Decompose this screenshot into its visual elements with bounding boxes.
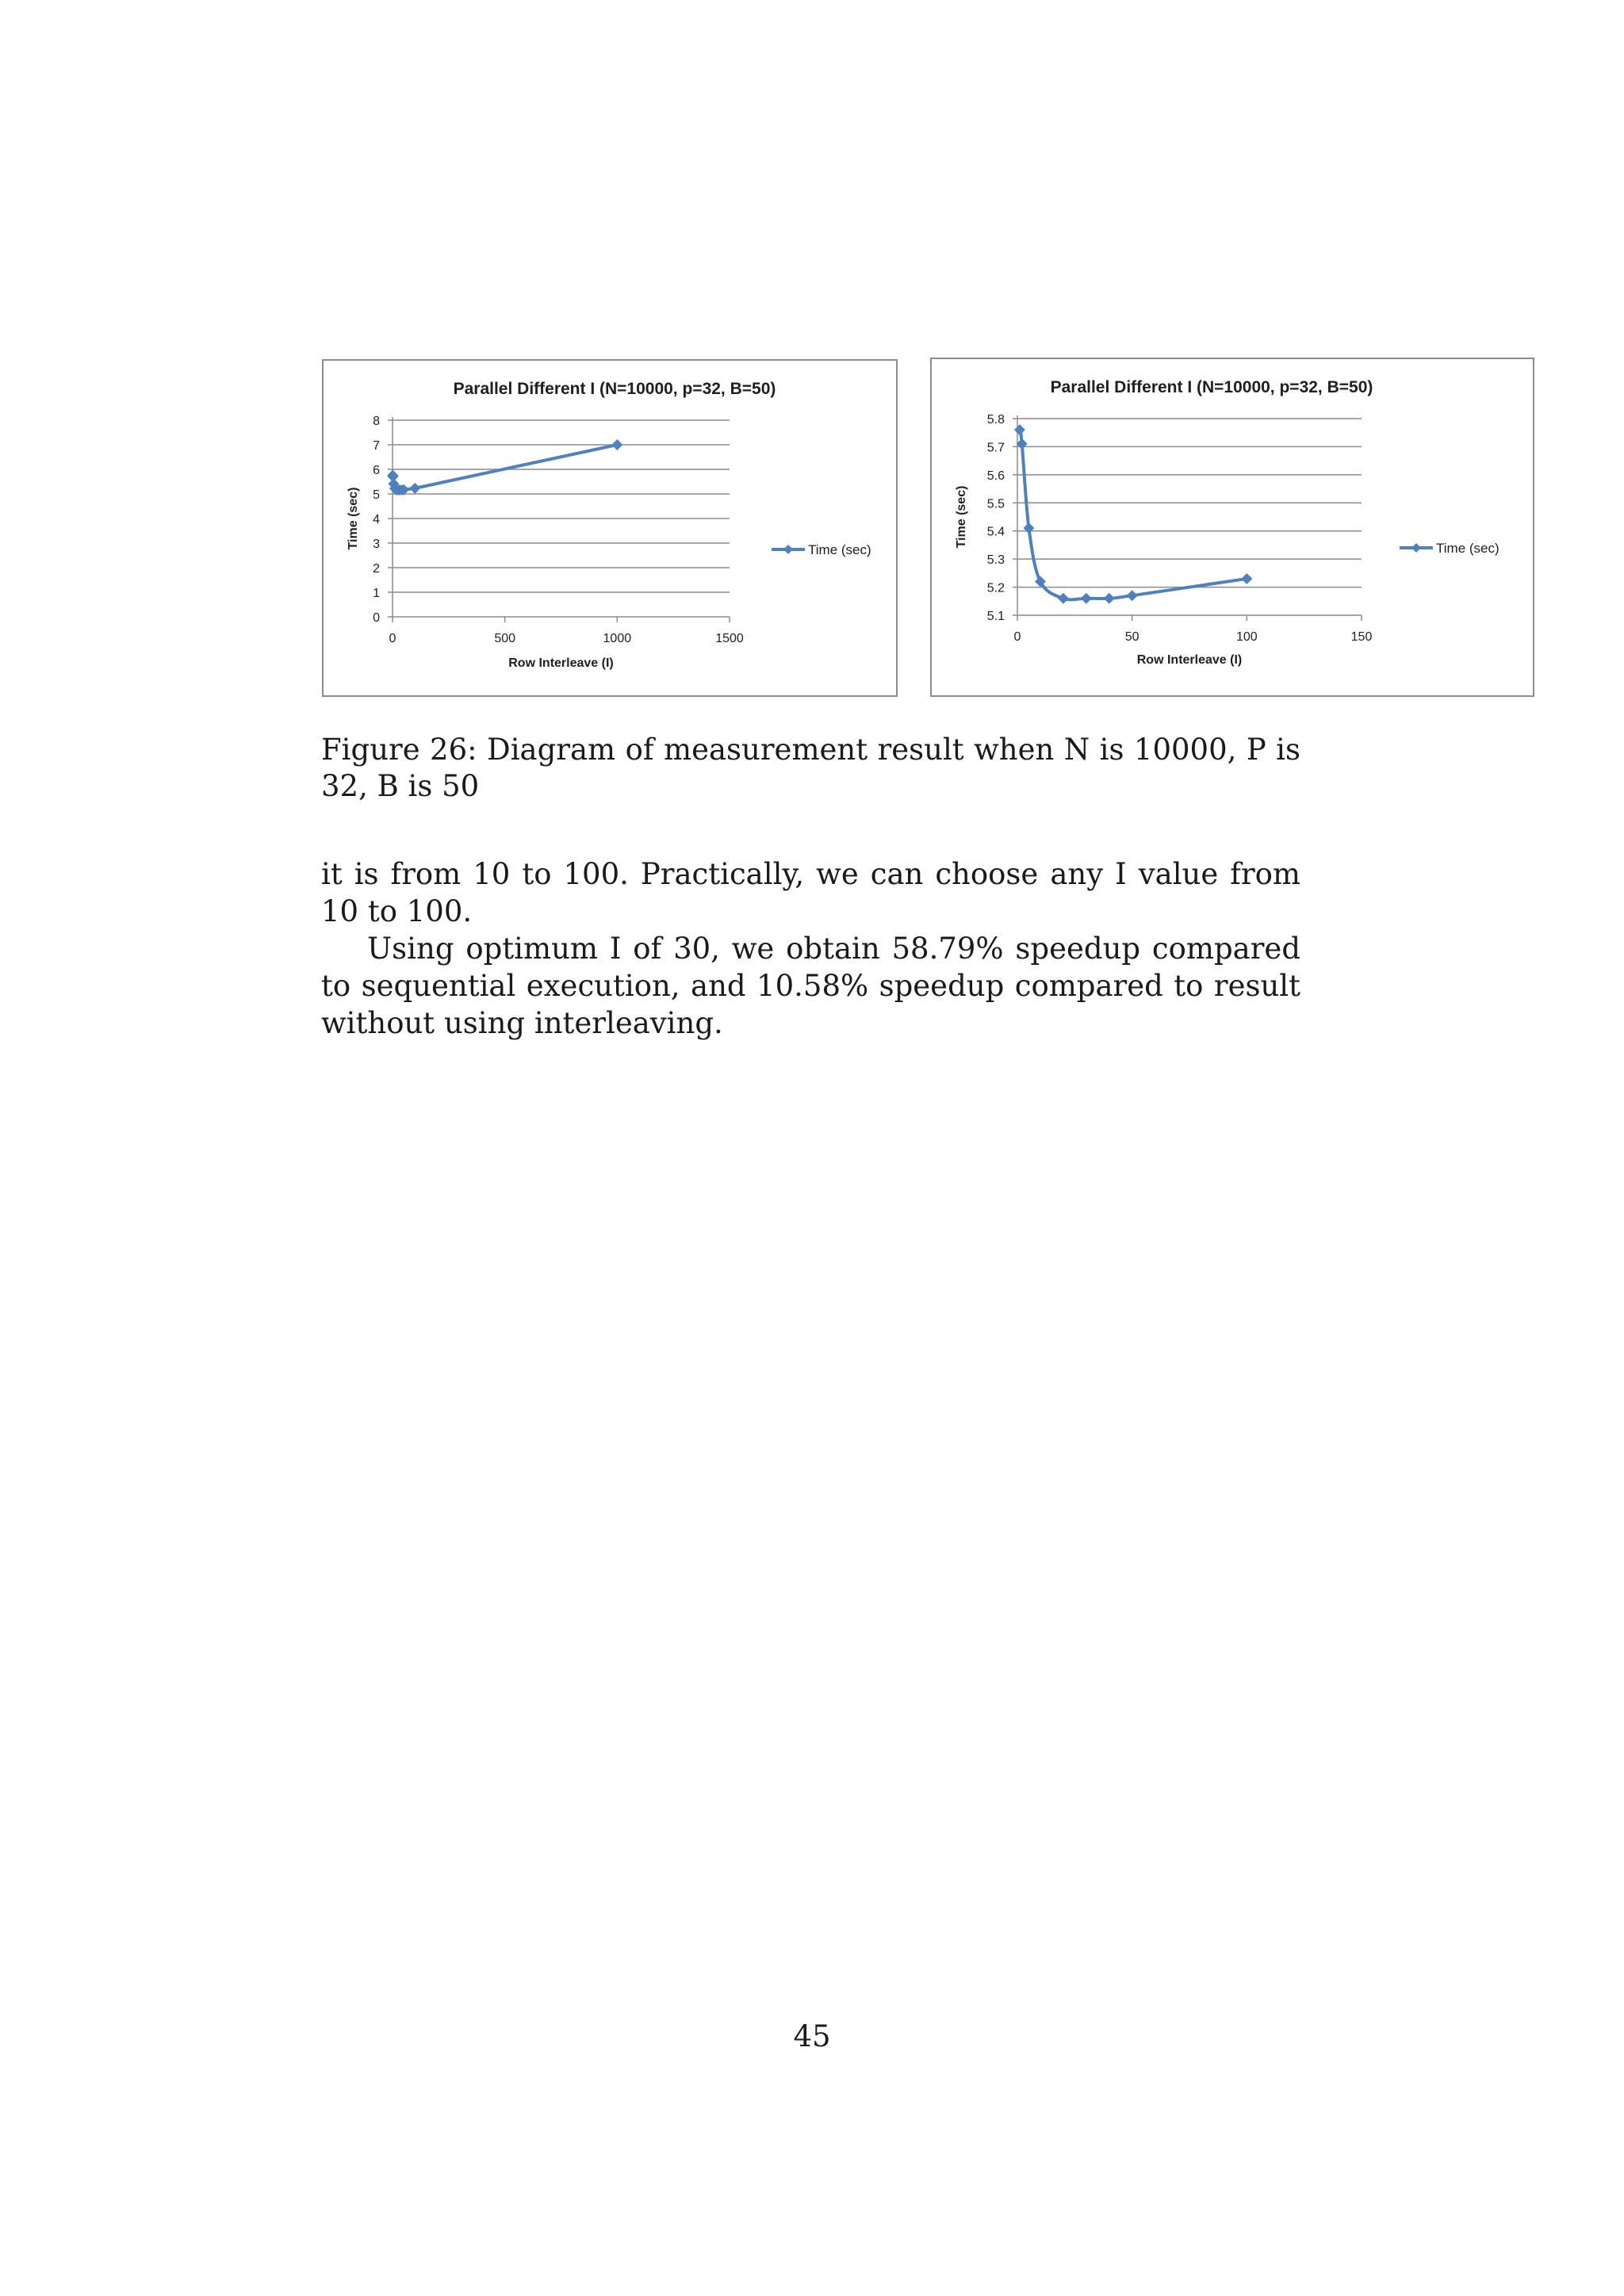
chart-left-xtick-label: 0: [389, 632, 396, 645]
chart-left-ytick-label: 3: [373, 538, 380, 551]
chart-right-ytick-label: 5.1: [986, 610, 1005, 623]
chart-left-legend-label: Time (sec): [808, 542, 871, 557]
chart-right: [930, 358, 1534, 697]
chart-left-ytick-label: 1: [373, 587, 380, 600]
chart-right-data-point: [1023, 522, 1034, 534]
chart-right-data-point: [1241, 573, 1252, 584]
chart-left-ytick-label: 8: [373, 415, 380, 428]
body-text: [321, 855, 1300, 1042]
chart-right-data-point: [1127, 590, 1138, 601]
chart-left-data-point: [611, 439, 622, 450]
chart-left: [322, 359, 898, 697]
chart-left-svg: [324, 361, 896, 695]
chart-right-legend-marker: [1411, 543, 1421, 553]
page-number: 45: [793, 2019, 831, 2053]
chart-right-data-point: [1058, 593, 1069, 604]
chart-right-xtick-label: 150: [1350, 630, 1373, 644]
chart-left-ytick-label: 2: [373, 562, 380, 576]
chart-right-data-point: [1104, 593, 1115, 604]
chart-right-ytick-label: 5.2: [986, 581, 1005, 595]
chart-right-ytick-label: 5.7: [986, 441, 1005, 455]
chart-right-series-line: [1020, 430, 1247, 599]
chart-right-svg: [932, 359, 1533, 695]
chart-left-xtick-label: 500: [494, 632, 516, 645]
chart-left-title: Parallel Different I (N=10000, p=32, B=50): [453, 380, 776, 398]
chart-left-ytick-label: 5: [373, 488, 380, 502]
figure-caption: Figure 26: Diagram of measurement result when N is 10000, P is 32, B is 50: [321, 733, 1300, 803]
chart-right-ytick-label: 5.5: [986, 497, 1005, 511]
chart-left-xtick-label: 1000: [603, 632, 632, 645]
chart-left-xtick-label: 1500: [715, 632, 744, 645]
chart-right-ytick-label: 5.8: [986, 413, 1005, 427]
chart-right-title: Parallel Different I (N=10000, p=32, B=50): [1050, 378, 1373, 396]
chart-left-series-line: [393, 445, 617, 490]
chart-left-ytick-label: 0: [373, 611, 380, 625]
chart-right-x-axis-label: Row Interleave (I): [1136, 653, 1243, 667]
chart-left-x-axis-label: Row Interleave (I): [508, 656, 614, 670]
chart-right-ytick-label: 5.4: [986, 525, 1005, 539]
chart-left-y-axis-label: Time (sec): [347, 487, 360, 550]
chart-right-xtick-label: 50: [1124, 630, 1139, 644]
chart-left-ytick-label: 7: [373, 439, 380, 453]
chart-right-xtick-label: 0: [1013, 630, 1021, 644]
chart-left-ytick-label: 6: [373, 464, 380, 477]
chart-left-data-point: [409, 483, 420, 494]
chart-left-ytick-label: 4: [373, 513, 380, 526]
chart-right-data-point: [1014, 424, 1025, 435]
paragraph-continuation: it is from 10 to 100. Practically, we can choose any I value from 10 to 100.: [321, 857, 1300, 928]
chart-right-data-point: [1081, 593, 1092, 604]
chart-right-xtick-label: 100: [1235, 630, 1258, 644]
paragraph-speedup: Using optimum I of 30, we obtain 58.79% speedup compared to sequential execution, and 10.58% speedup compared to result without using interleaving.: [321, 932, 1300, 1040]
chart-right-legend-label: Time (sec): [1436, 541, 1500, 556]
chart-left-legend-marker: [783, 545, 793, 554]
chart-right-y-axis-label: Time (sec): [955, 485, 968, 549]
chart-right-data-point: [1017, 438, 1028, 450]
chart-right-ytick-label: 5.3: [986, 553, 1005, 568]
chart-right-ytick-label: 5.6: [986, 469, 1005, 483]
